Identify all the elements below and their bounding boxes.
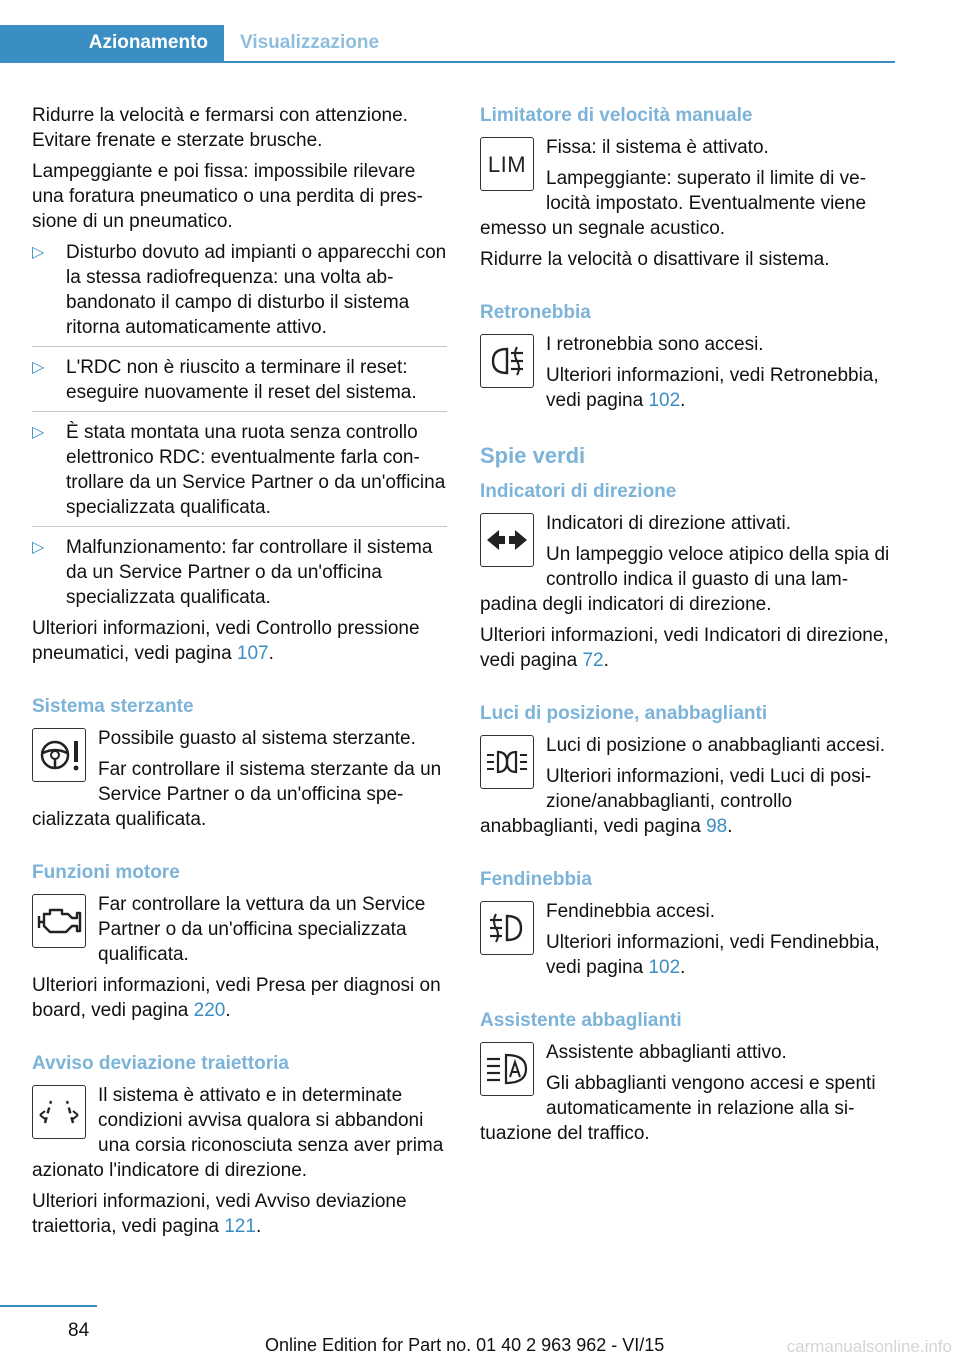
rear-fog-section	[480, 332, 895, 419]
paragraph: Il sistema è attivato e in determinate condizioni avvisa qualora si abbandoni una corsia riconosciuta senza aver prima azionato l'indicatore di direzione.	[32, 1085, 444, 1181]
steering-warning-icon	[32, 728, 86, 782]
triangle-bullet-icon: ▷	[32, 539, 45, 556]
watermark: carmanualsonline.info	[786, 1337, 952, 1356]
section-heading: Luci di posizione, anabbaglianti	[480, 703, 768, 724]
list-item: ▷ Malfunzionamento: far controllare il sistema da un Service Partner o da un'officina specializzata qualificata.	[32, 537, 433, 608]
paragraph: Assistente abbaglianti attivo.	[546, 1042, 787, 1063]
paragraph: I retronebbia sono accesi.	[546, 334, 764, 355]
page-link[interactable]: 98	[706, 816, 728, 837]
section-heading: Funzioni motore	[32, 862, 180, 883]
paragraph: Ulteriori informazioni, vedi Indicatori di direzione, vedi pagina 72.	[480, 625, 889, 671]
speed-limiter-section	[480, 135, 895, 241]
page-link[interactable]: 107	[236, 643, 269, 664]
tab-azionamento[interactable]: Azionamento	[0, 25, 224, 61]
page-link[interactable]: 102	[648, 957, 681, 978]
paragraph: Ulteriori informazioni, vedi Luci di posizione/anabbaglianti, controllo anabbaglianti, vedi pagina 98.	[480, 766, 872, 837]
list-item: ▷ Disturbo dovuto ad impianti o apparecchi con la stessa radiofrequenza: una volta abbandonato il campo di disturbo il sistema ritorna automaticamente attivo.	[32, 240, 447, 347]
low-beam-icon	[480, 735, 534, 789]
page-number: 84	[68, 1320, 90, 1341]
footer-rule	[0, 1305, 97, 1307]
section-heading: Assistente abbaglianti	[480, 1010, 682, 1031]
paragraph: Lampeggiante: superato il limite di velocità impostato. Eventualmente viene emesso un segnale acustico.	[480, 168, 867, 239]
page-link[interactable]: 121	[224, 1216, 256, 1237]
bullet-list	[32, 240, 447, 610]
right-column	[480, 103, 895, 1152]
triangle-bullet-icon: ▷	[32, 244, 45, 261]
paragraph: Lampeggiante e poi fissa: impossibile rilevare una foratura pneumatico o una perdita di pressione di un pneumatico.	[32, 161, 423, 232]
lane-departure-icon	[32, 1085, 86, 1139]
section-heading: Sistema sterzante	[32, 696, 194, 717]
engine-section	[32, 892, 447, 973]
section-heading: Indicatori di direzione	[480, 481, 677, 502]
speed-limiter-icon: LIM	[480, 137, 534, 191]
section-heading: Fendinebbia	[480, 869, 592, 890]
front-fog-section	[480, 899, 895, 986]
paragraph: Indicatori di direzione attivati.	[546, 513, 792, 534]
engine-icon	[32, 894, 86, 948]
tab-visualizzazione[interactable]: Visualizzazione	[240, 32, 380, 53]
position-lights-section	[480, 733, 895, 839]
paragraph: Ulteriori informazioni, vedi Controllo pressione pneumatici, vedi pagina 107.	[32, 618, 420, 664]
list-item: ▷ L'RDC non è riuscito a terminare il reset: eseguire nuovamente il reset del sistema.	[32, 355, 447, 412]
paragraph: Ulteriori informazioni, vedi Retronebbia, vedi pagina 102.	[546, 365, 879, 411]
high-beam-assistant-section	[480, 1040, 895, 1146]
paragraph: Ridurre la velocità o disattivare il sistema.	[480, 249, 830, 270]
paragraph: Far controllare il sistema sterzante da un Service Partner o da un'officina specializzata qualificata.	[32, 759, 442, 830]
header-tabs	[0, 25, 895, 63]
page-link[interactable]: 220	[193, 1000, 226, 1021]
section-title: Spie verdi	[480, 443, 586, 468]
paragraph: Fendinebbia accesi.	[546, 901, 715, 922]
front-fog-icon	[480, 901, 534, 955]
turn-signal-icon	[480, 513, 534, 567]
page-link[interactable]: 102	[648, 390, 681, 411]
paragraph: Ulteriori informazioni, vedi Presa per diagnosi on board, vedi pagina 220.	[32, 975, 441, 1021]
paragraph: Far controllare la vettura da un Service Partner o da un'officina specializzata qualificata.	[98, 894, 426, 965]
triangle-bullet-icon: ▷	[32, 424, 45, 441]
paragraph: Fissa: il sistema è attivato.	[546, 137, 769, 158]
lane-section	[32, 1083, 447, 1183]
left-column	[32, 103, 447, 1245]
turn-signal-section	[480, 511, 895, 617]
paragraph: Luci di posizione o anabbaglianti accesi.	[546, 735, 886, 756]
rear-fog-icon	[480, 334, 534, 388]
list-item: ▷ È stata montata una ruota senza controllo elettronico RDC: eventualmente farla controllare da un Service Partner o da un'officina specializzata qualificata.	[32, 420, 447, 527]
section-heading: Limitatore di velocità manuale	[480, 105, 753, 126]
paragraph: Gli abbaglianti vengono accesi e spenti automaticamente in relazione alla situazione del traffico.	[480, 1073, 876, 1144]
section-heading: Avviso deviazione traiettoria	[32, 1053, 289, 1074]
paragraph: Ridurre la velocità e fermarsi con attenzione. Evitare frenate e sterzate brusche.	[32, 105, 408, 151]
high-beam-assistant-icon	[480, 1042, 534, 1096]
edition-text: Online Edition for Part no. 01 40 2 963 962 - VI/15	[265, 1335, 665, 1355]
steering-section	[32, 726, 447, 838]
section-heading: Retronebbia	[480, 302, 591, 323]
paragraph: Possibile guasto al sistema sterzante.	[98, 728, 416, 749]
triangle-bullet-icon: ▷	[32, 359, 45, 376]
paragraph: Ulteriori informazioni, vedi Avviso deviazione traiettoria, vedi pagina 121.	[32, 1191, 407, 1237]
paragraph: Ulteriori informazioni, vedi Fendinebbia, vedi pagina 102.	[546, 932, 880, 978]
paragraph: Un lampeggio veloce atipico della spia di controllo indica il guasto di una lampadina degli indicatori di direzione.	[480, 544, 890, 615]
page-link[interactable]: 72	[582, 650, 604, 671]
